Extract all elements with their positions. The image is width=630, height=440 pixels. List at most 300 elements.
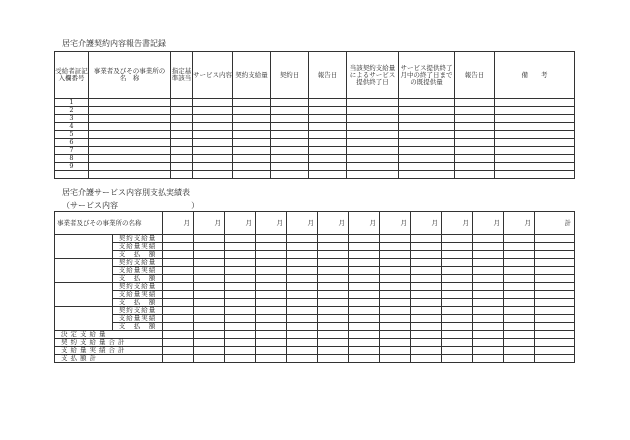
table-cell — [411, 235, 442, 243]
service-content-label — [62, 200, 199, 211]
service-open: （サービス内容 — [62, 201, 118, 210]
header-month: 月 — [287, 212, 318, 235]
header-report-date: 報告日 — [309, 52, 347, 99]
table-cell — [89, 139, 171, 147]
table-cell — [256, 339, 287, 347]
table-cell — [287, 339, 318, 347]
table-cell — [163, 243, 194, 251]
header-month: 月 — [318, 212, 349, 235]
table-cell — [399, 115, 455, 123]
provider-cell — [55, 259, 113, 283]
table-header-row — [55, 52, 575, 99]
table-cell — [455, 123, 495, 131]
table-cell — [504, 275, 535, 283]
table-cell — [349, 275, 380, 283]
table-cell — [504, 331, 535, 339]
table-cell — [233, 99, 271, 107]
table-cell — [171, 147, 193, 155]
header-provider-name: 事業者及びその事業所の 名 称 — [89, 52, 171, 99]
table-cell — [349, 251, 380, 259]
table-cell — [194, 251, 225, 259]
table-cell — [349, 235, 380, 243]
table-cell — [194, 243, 225, 251]
header-total: 計 — [535, 212, 575, 235]
table-cell — [271, 171, 309, 179]
table-cell — [163, 251, 194, 259]
table-cell — [455, 115, 495, 123]
row-label: 支給量実績 — [113, 315, 163, 323]
table-cell — [318, 323, 349, 331]
table-cell — [349, 323, 380, 331]
table-cell — [504, 355, 535, 363]
table-cell — [193, 107, 233, 115]
row-label: 契約支給量 — [113, 283, 163, 291]
table-cell — [347, 131, 399, 139]
table-cell — [442, 283, 473, 291]
table-cell — [318, 339, 349, 347]
table-cell — [411, 299, 442, 307]
table-cell — [225, 243, 256, 251]
table-cell — [163, 291, 194, 299]
table-cell — [89, 115, 171, 123]
row-number: 2 — [55, 107, 89, 115]
table-cell — [380, 331, 411, 339]
table-cell — [163, 307, 194, 315]
table-cell — [225, 259, 256, 267]
table-cell — [309, 123, 347, 131]
table-row — [55, 163, 575, 171]
table-cell — [163, 299, 194, 307]
table-cell — [399, 107, 455, 115]
table-row — [55, 115, 575, 123]
header-contract-date: 契約日 — [271, 52, 309, 99]
table-cell — [442, 331, 473, 339]
table-cell — [411, 331, 442, 339]
table-cell — [349, 315, 380, 323]
table-cell — [380, 251, 411, 259]
provider-cell — [55, 235, 113, 259]
table-cell — [233, 171, 271, 179]
header-month: 月 — [442, 212, 473, 235]
table-cell — [225, 299, 256, 307]
table-cell — [287, 259, 318, 267]
table-cell — [318, 235, 349, 243]
table-cell — [256, 243, 287, 251]
provider-cell — [55, 307, 113, 331]
table-cell — [380, 243, 411, 251]
table-cell — [455, 107, 495, 115]
table-cell — [225, 331, 256, 339]
table-cell — [233, 107, 271, 115]
table-cell — [193, 123, 233, 131]
table-row — [55, 171, 575, 179]
table-cell — [399, 139, 455, 147]
table-cell — [271, 131, 309, 139]
table-cell — [309, 139, 347, 147]
row-label: 支給量実績 — [113, 291, 163, 299]
table-cell — [193, 171, 233, 179]
table-cell — [271, 123, 309, 131]
summary-label: 支払額計 — [55, 355, 163, 363]
table-cell — [225, 283, 256, 291]
table-cell — [171, 171, 193, 179]
row-number: 5 — [55, 131, 89, 139]
table-cell — [193, 139, 233, 147]
table-cell — [194, 283, 225, 291]
table-cell — [411, 355, 442, 363]
summary-label: 契約支給量合計 — [55, 339, 163, 347]
table-cell — [411, 347, 442, 355]
table-cell — [473, 243, 504, 251]
table-cell — [442, 291, 473, 299]
table-cell — [233, 123, 271, 131]
table-cell — [473, 291, 504, 299]
table-row — [55, 123, 575, 131]
table-cell — [318, 243, 349, 251]
table-cell — [225, 267, 256, 275]
table-cell — [495, 147, 575, 155]
table-cell — [349, 331, 380, 339]
table-cell — [225, 315, 256, 323]
row-number — [55, 171, 89, 179]
table-cell — [163, 355, 194, 363]
row-label: 支給量実績 — [113, 267, 163, 275]
table-cell — [318, 315, 349, 323]
table-cell — [411, 291, 442, 299]
table-cell — [225, 323, 256, 331]
table-cell — [256, 283, 287, 291]
table-cell — [256, 299, 287, 307]
table-cell — [399, 123, 455, 131]
table-cell — [194, 323, 225, 331]
table-cell — [347, 99, 399, 107]
header-recipient-number: 受給者証記入欄番号 — [55, 52, 89, 99]
table-cell — [380, 235, 411, 243]
table-cell — [442, 275, 473, 283]
table-cell — [287, 291, 318, 299]
table-cell — [535, 299, 575, 307]
table-cell — [504, 339, 535, 347]
table-cell — [380, 307, 411, 315]
header-month: 月 — [163, 212, 194, 235]
header-month: 月 — [380, 212, 411, 235]
table-cell — [194, 291, 225, 299]
table-cell — [495, 163, 575, 171]
table-cell — [473, 355, 504, 363]
table-cell — [256, 291, 287, 299]
table-cell — [442, 307, 473, 315]
table-cell — [194, 315, 225, 323]
table-cell — [256, 251, 287, 259]
row-number: 8 — [55, 155, 89, 163]
table-cell — [380, 355, 411, 363]
header-month: 月 — [256, 212, 287, 235]
table-cell — [349, 307, 380, 315]
table-cell — [194, 355, 225, 363]
table-cell — [504, 315, 535, 323]
table-cell — [233, 115, 271, 123]
table-cell — [171, 131, 193, 139]
table-cell — [163, 283, 194, 291]
table-cell — [89, 131, 171, 139]
table-cell — [473, 275, 504, 283]
table-cell — [287, 267, 318, 275]
table-cell — [380, 347, 411, 355]
table-cell — [193, 99, 233, 107]
table-cell — [455, 131, 495, 139]
table-cell — [504, 291, 535, 299]
table-cell — [411, 315, 442, 323]
table-cell — [442, 243, 473, 251]
table-cell — [89, 99, 171, 107]
table-cell — [89, 123, 171, 131]
provider-cell — [55, 283, 113, 307]
table-cell — [194, 339, 225, 347]
table-cell — [171, 107, 193, 115]
table-cell — [535, 347, 575, 355]
table-cell — [256, 355, 287, 363]
table-cell — [163, 275, 194, 283]
table-cell — [256, 267, 287, 275]
table-cell — [473, 323, 504, 331]
table-cell — [495, 155, 575, 163]
table-row — [55, 107, 575, 115]
table-cell — [193, 131, 233, 139]
table-cell — [347, 163, 399, 171]
table-cell — [380, 339, 411, 347]
table-cell — [442, 323, 473, 331]
row-label: 契約支給量 — [113, 307, 163, 315]
table-cell — [271, 139, 309, 147]
table-cell — [473, 315, 504, 323]
table-cell — [256, 235, 287, 243]
table-cell — [535, 315, 575, 323]
table-cell — [256, 331, 287, 339]
header-month: 月 — [473, 212, 504, 235]
table-cell — [442, 251, 473, 259]
table-cell — [194, 299, 225, 307]
table-cell — [233, 147, 271, 155]
table-cell — [89, 171, 171, 179]
table-cell — [225, 235, 256, 243]
table-cell — [411, 259, 442, 267]
table-cell — [287, 251, 318, 259]
table-cell — [349, 339, 380, 347]
table-cell — [287, 331, 318, 339]
table-cell — [473, 307, 504, 315]
summary-label: 決定支給量 — [55, 331, 163, 339]
table-cell — [442, 235, 473, 243]
summary-row — [55, 355, 575, 363]
row-label: 契約支給量 — [113, 235, 163, 243]
table-cell — [318, 283, 349, 291]
table-cell — [171, 115, 193, 123]
table-cell — [163, 259, 194, 267]
table-cell — [504, 299, 535, 307]
header-remarks: 備 考 — [495, 52, 575, 99]
contract-report-table — [54, 51, 575, 179]
table-cell — [473, 251, 504, 259]
table-cell — [349, 283, 380, 291]
table-cell — [287, 283, 318, 291]
row-number: 9 — [55, 163, 89, 171]
table-cell — [380, 267, 411, 275]
table-cell — [271, 99, 309, 107]
header-designated-standard: 指定基準該当 — [171, 52, 193, 99]
table-cell — [309, 155, 347, 163]
summary-label: 支給量実績合計 — [55, 347, 163, 355]
table-cell — [309, 115, 347, 123]
row-label: 支 払 額 — [113, 275, 163, 283]
row-label: 契約支給量 — [113, 259, 163, 267]
table-cell — [473, 259, 504, 267]
table-cell — [256, 347, 287, 355]
header-provided-amount: サービス提供終了月中の終了日までの既提供量 — [399, 52, 455, 99]
table-cell — [271, 107, 309, 115]
table-cell — [347, 147, 399, 155]
table-cell — [287, 299, 318, 307]
table-cell — [318, 267, 349, 275]
table-cell — [347, 107, 399, 115]
table-cell — [171, 139, 193, 147]
table-cell — [193, 163, 233, 171]
table-cell — [89, 147, 171, 155]
table-cell — [287, 307, 318, 315]
table-cell — [504, 251, 535, 259]
table-cell — [225, 347, 256, 355]
table-cell — [171, 99, 193, 107]
table-cell — [504, 347, 535, 355]
table-cell — [225, 275, 256, 283]
row-number: 1 — [55, 99, 89, 107]
table-cell — [535, 251, 575, 259]
table-cell — [399, 171, 455, 179]
table-cell — [473, 331, 504, 339]
table-cell — [347, 171, 399, 179]
table-cell — [171, 155, 193, 163]
table-cell — [89, 155, 171, 163]
table-cell — [504, 243, 535, 251]
table-cell — [535, 275, 575, 283]
summary-row — [55, 347, 575, 355]
table-cell — [309, 171, 347, 179]
table-cell — [399, 99, 455, 107]
table-cell — [535, 339, 575, 347]
table-cell — [495, 107, 575, 115]
table-row — [55, 131, 575, 139]
table-cell — [442, 339, 473, 347]
table-cell — [171, 123, 193, 131]
table-cell — [233, 139, 271, 147]
table-cell — [473, 339, 504, 347]
table-cell — [287, 275, 318, 283]
table-cell — [349, 267, 380, 275]
table-cell — [504, 323, 535, 331]
table-cell — [194, 331, 225, 339]
table-cell — [347, 139, 399, 147]
table-cell — [193, 147, 233, 155]
table-cell — [309, 99, 347, 107]
table-cell — [535, 243, 575, 251]
table-cell — [495, 99, 575, 107]
table-cell — [411, 267, 442, 275]
table-cell — [442, 267, 473, 275]
table-cell — [287, 347, 318, 355]
header-report-date-2: 報告日 — [455, 52, 495, 99]
table-cell — [399, 163, 455, 171]
table-cell — [318, 355, 349, 363]
table-cell — [287, 323, 318, 331]
table-cell — [411, 283, 442, 291]
table-cell — [504, 283, 535, 291]
table-cell — [256, 259, 287, 267]
table-cell — [473, 267, 504, 275]
table-cell — [256, 323, 287, 331]
table-cell — [535, 235, 575, 243]
table-cell — [535, 323, 575, 331]
table-cell — [349, 299, 380, 307]
table-cell — [411, 307, 442, 315]
table-cell — [309, 147, 347, 155]
table-cell — [399, 155, 455, 163]
summary-row — [55, 339, 575, 347]
table-cell — [271, 115, 309, 123]
table-cell — [380, 275, 411, 283]
table-cell — [349, 243, 380, 251]
table-cell — [163, 323, 194, 331]
table-cell — [442, 347, 473, 355]
table-cell — [225, 291, 256, 299]
table-cell — [455, 99, 495, 107]
table-cell — [318, 331, 349, 339]
table-cell — [163, 347, 194, 355]
table-cell — [347, 155, 399, 163]
header-provider-name: 事業者及びその事業所の名称 — [55, 212, 163, 235]
table-cell — [380, 291, 411, 299]
table-cell — [318, 291, 349, 299]
row-number: 6 — [55, 139, 89, 147]
table-cell — [163, 315, 194, 323]
table-cell — [233, 155, 271, 163]
table-cell — [535, 267, 575, 275]
header-service-end-date: 当該契約支給量によるサービス提供終了日 — [347, 52, 399, 99]
row-label: 支 払 額 — [113, 251, 163, 259]
header-month: 月 — [194, 212, 225, 235]
header-contract-amount: 契約支給量 — [233, 52, 271, 99]
table-cell — [349, 291, 380, 299]
table-cell — [349, 347, 380, 355]
table-cell — [349, 355, 380, 363]
row-label: 支 払 額 — [113, 323, 163, 331]
table-cell — [399, 131, 455, 139]
payment-record-table — [54, 211, 575, 363]
table-cell — [473, 299, 504, 307]
row-number: 3 — [55, 115, 89, 123]
table-cell — [193, 155, 233, 163]
table-cell — [455, 139, 495, 147]
table-cell — [495, 139, 575, 147]
table-cell — [442, 355, 473, 363]
header-month: 月 — [504, 212, 535, 235]
table-cell — [535, 291, 575, 299]
table-cell — [442, 315, 473, 323]
table-cell — [233, 163, 271, 171]
table-cell — [163, 339, 194, 347]
table-cell — [163, 267, 194, 275]
table-cell — [535, 307, 575, 315]
table-cell — [411, 323, 442, 331]
table-row — [55, 155, 575, 163]
